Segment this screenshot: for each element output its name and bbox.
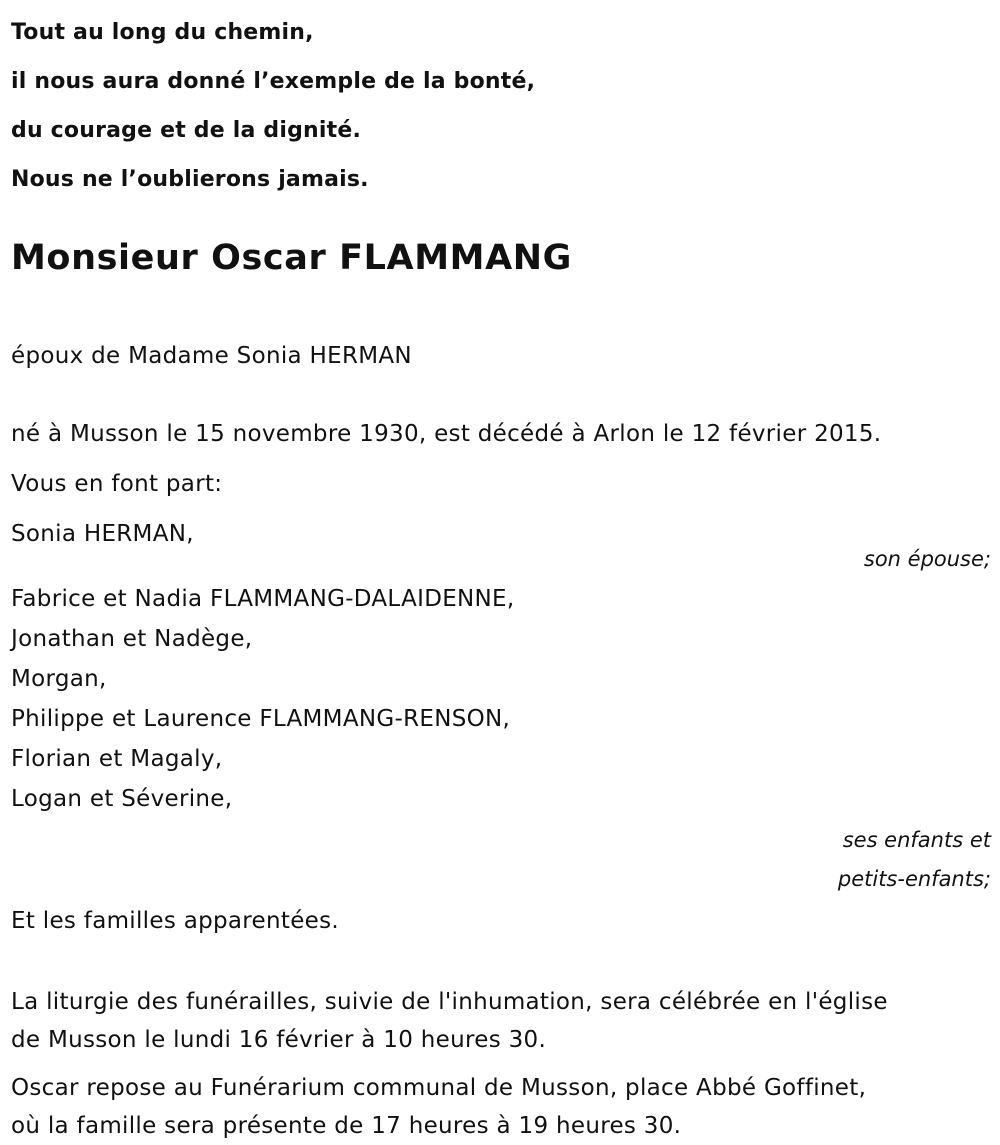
poem [11,8,991,204]
list-item: Jonathan et Nadège, [11,626,253,652]
rest-line: Oscar repose au Funérarium communal de Musson, place Abbé Goffinet, [11,1075,867,1101]
children-relation-line2: petits-enfants; [837,867,991,891]
list-item: Fabrice et Nadia FLAMMANG-DALAIDENNE, [11,586,515,612]
spouse-line: époux de Madame Sonia HERMAN [11,343,412,369]
rest-info [11,1069,991,1145]
announcement-intro: Vous en font part: [11,471,223,497]
list-item: Logan et Séverine, [11,786,233,812]
list-item: Florian et Magaly, [11,746,223,772]
poem-line: du courage et de la dignité. [11,118,362,143]
children-relation-line1: ses enfants et [842,828,991,852]
spouse-block [11,514,991,579]
families-line: Et les familles apparentées. [11,908,339,934]
children-list [11,579,991,819]
ceremony-line: de Musson le lundi 16 février à 10 heures 30. [11,1027,547,1053]
poem-line: Tout au long du chemin, [11,20,314,45]
deceased-name: Monsieur Oscar FLAMMANG [11,238,572,278]
poem-line: Nous ne l’oublierons jamais. [11,167,369,192]
birth-death-line: né à Musson le 15 novembre 1930, est décédé à Arlon le 12 février 2015. [11,421,882,447]
list-item: Philippe et Laurence FLAMMANG-RENSON, [11,706,511,732]
spouse-name: Sonia HERMAN, [11,521,194,547]
rest-line: où la famille sera présente de 17 heures à 19 heures 30. [11,1113,682,1139]
list-item: Morgan, [11,666,107,692]
spouse-relation: son épouse; [863,547,991,571]
ceremony-line: La liturgie des funérailles, suivie de l'inhumation, sera célébrée en l'église [11,989,888,1015]
obituary-notice [11,0,991,1145]
poem-line: il nous aura donné l’exemple de la bonté, [11,69,536,94]
ceremony-info [11,983,991,1059]
